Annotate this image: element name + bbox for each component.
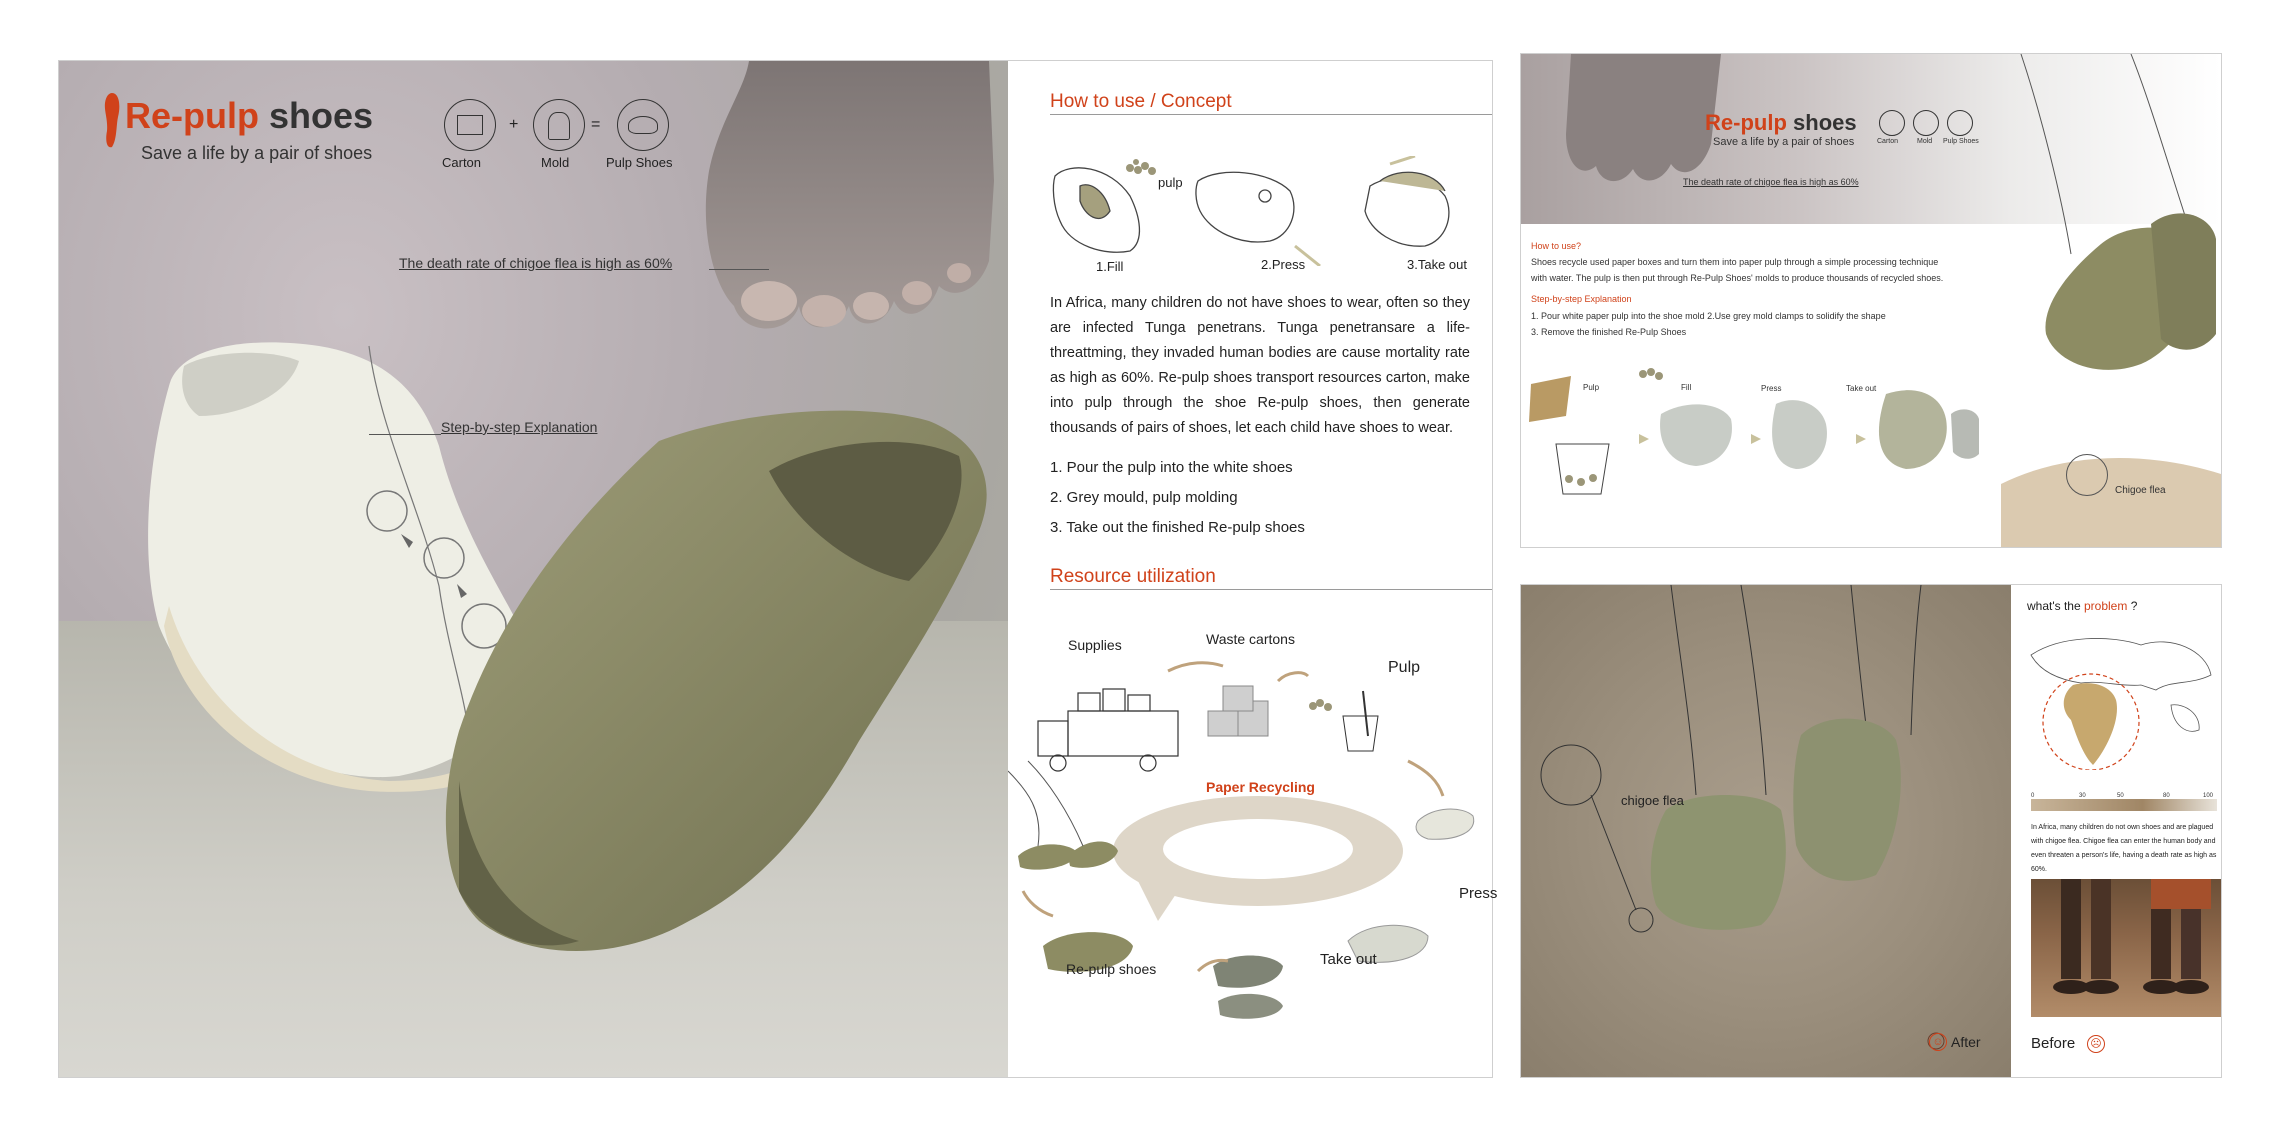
steps-leader (369, 434, 441, 435)
overview-death-rate: The death rate of chigoe flea is high as 60% (1683, 177, 1859, 187)
mold-icon (533, 99, 585, 151)
overview-how-text-2: with water. The pulp is then put through Re-Pulp Shoes' molds to produce thousands of recycled shoes. (1531, 273, 1944, 283)
rate-scale-bar (2031, 799, 2217, 811)
problem-description: In Africa, many children do not own shoes and are plagued with chigoe flea. Chigoe flea can enter the human body and even threaten a person's life, having a death rate as high as 60%. (2031, 824, 2217, 873)
overview-carton-label: Carton (1877, 138, 1899, 145)
happy-face-icon: ☺ (1929, 1033, 1947, 1051)
concept-rule (1050, 114, 1492, 115)
rate-scale-80: 80 (2163, 793, 2170, 799)
overview-tagline: Save a life by a pair of shoes (1713, 136, 1855, 148)
step-icon-label-1: 1.Fill (1096, 259, 1124, 274)
rate-scale-100: 100 (2203, 793, 2214, 799)
pulp-shoes-icon (617, 99, 669, 151)
rate-scale-0: 0 (2031, 793, 2035, 799)
recycling-diagram (1008, 621, 1492, 1041)
paper-recycling-label: Paper Recycling (1206, 779, 1315, 795)
press-label: Press (1459, 885, 1498, 902)
tagline: Save a life by a pair of shoes (141, 143, 373, 163)
overview-chigoe-icon (2066, 454, 2108, 496)
before-photo (2031, 879, 2221, 1017)
overview-step-3: 3. Remove the finished Re-Pulp Shoes (1531, 327, 1687, 337)
pulp-shoe-illustration (439, 401, 1009, 1001)
overview-legs-illustration (2001, 54, 2221, 547)
problem-heading (2027, 599, 2137, 613)
overview-label-pulp: Pulp (1583, 383, 1600, 392)
waste-cartons-label: Waste cartons (1206, 631, 1295, 647)
resource-rule (1050, 589, 1492, 590)
mold-label: Mold (541, 155, 570, 170)
concept-paragraph: In Africa, many children do not have shoes to wear, often so they are infected Tunga penetrans. Tunga penetransare a life-threattming, they invaded human bodies are cause mortality rate as high as 60%. Re-pulp shoes transport resources carton, make into pulp through the shoe Re-pulp shoes, then generate thousands of pairs of shoes, let each child have shoes to wear. (1050, 295, 1470, 436)
overview-how-text-1: Shoes recycle used paper boxes and turn them into paper pulp through a simple processing technique (1531, 257, 1939, 267)
overview-mold-icon (1913, 110, 1939, 136)
overview-pulp-shoes-icon (1947, 110, 1973, 136)
hero-image-panel (58, 60, 1010, 1078)
problem-prefix: what's the (2027, 599, 2081, 613)
chigoe-flea-label: chigoe flea (1621, 793, 1684, 808)
logo-re: Re (125, 95, 172, 136)
step-icon-label-3: 3.Take out (1407, 257, 1467, 272)
take-out-label: Take out (1320, 951, 1377, 968)
pulp-annotation: pulp (1158, 175, 1183, 190)
logo (125, 95, 373, 137)
overview-step-1: 1. Pour white paper pulp into the shoe mold 2.Use grey mold clamps to solidify the shape (1531, 311, 1886, 321)
problem-word: problem (2084, 599, 2128, 613)
before-label: Before (2031, 1035, 2076, 1052)
overview-logo-shoes: shoes (1793, 110, 1857, 135)
after-label: After (1951, 1034, 1981, 1050)
carton-label: Carton (442, 155, 482, 170)
logo-shoes: shoes (269, 95, 374, 136)
overview-how-title: How to use? (1531, 241, 1582, 251)
concept-title: How to use / Concept (1050, 91, 1232, 112)
repulp-shoes-label: Re-pulp shoes (1066, 961, 1157, 977)
overview-step-title: Step-by-step Explanation (1531, 294, 1632, 304)
steps-callout: Step-by-step Explanation (441, 419, 598, 435)
step-list-item-3: 3. Take out the finished Re-pulp shoes (1050, 519, 1305, 536)
concept-panel (1008, 60, 1498, 1078)
overview-carton-icon (1879, 110, 1905, 136)
equals-sign: = (591, 116, 601, 133)
overview-label-fill: Fill (1681, 383, 1692, 392)
world-map-illustration (2021, 625, 2217, 770)
overview-label-press: Press (1761, 384, 1782, 393)
problem-panel (1520, 584, 2222, 1078)
death-rate-callout: The death rate of chigoe flea is high as 60% (399, 255, 673, 271)
before-photo-legs (2031, 879, 2221, 1017)
carton-icon (444, 99, 496, 151)
step-list-item-2: 2. Grey mould, pulp molding (1050, 489, 1238, 506)
resource-title: Resource utilization (1050, 566, 1216, 587)
overview-logo (1705, 110, 1857, 136)
rate-scale-30: 30 (2079, 793, 2086, 799)
overview-logo-re: Re (1705, 110, 1734, 135)
overview-label-take-out: Take out (1846, 384, 1877, 393)
logo-pulp: -pulp (171, 95, 259, 136)
rate-scale-50: 50 (2117, 793, 2124, 799)
footprint-icon (101, 91, 123, 151)
supplies-label: Supplies (1068, 637, 1122, 653)
overview-panel (1520, 53, 2222, 548)
death-rate-leader (709, 269, 769, 270)
steps-illustration (1050, 156, 1470, 266)
ground-scene-illustration (1521, 585, 2011, 1077)
overview-chigoe-label: Chigoe flea (2115, 485, 2166, 496)
problem-suffix: ? (2130, 599, 2138, 613)
pulp-label: Pulp (1388, 659, 1421, 676)
step-icon-label-2: 2.Press (1261, 257, 1306, 272)
step-list-item-1: 1. Pour the pulp into the white shoes (1050, 459, 1293, 476)
overview-mold-label: Mold (1917, 138, 1933, 145)
overview-logo-pulp: -pulp (1733, 110, 1787, 135)
foot-illustration (689, 61, 1009, 351)
pulp-shoes-label: Pulp Shoes (606, 155, 673, 170)
plus-sign: + (509, 116, 519, 133)
overview-pulp-shoes-label: Pulp Shoes (1943, 138, 1979, 145)
sad-face-icon: ☹ (2087, 1035, 2105, 1053)
